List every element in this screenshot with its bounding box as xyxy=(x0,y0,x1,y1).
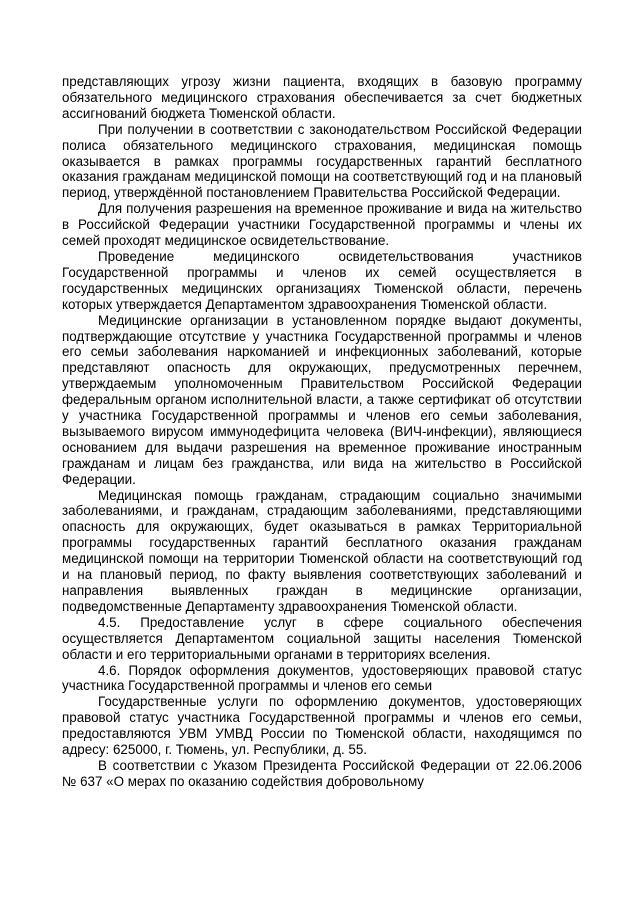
paragraph-1: представляющих угрозу жизни пациента, входящих в базовую программу обязательного медицинского страхования обеспечивается за счет бюджетных ассигнований бюджета Тюменской области. xyxy=(62,74,582,121)
paragraph-section-4-5: 4.5. Предоставление услуг в сфере социального обеспечения осуществляется Департаментом социальной защиты населения Тюменской области и его территориальными органами в территориях вселения. xyxy=(62,614,582,662)
paragraph-3: Для получения разрешения на временное проживание и вида на жительство в Российской Федерации участники Государственной программы и члены их семей проходят медицинское освидетельствование. xyxy=(62,201,582,249)
paragraph-4: Проведение медицинского освидетельствования участников Государственной программы и членов их семей осуществляется в государственных медицинских организациях Тюменской области, перечень которых утверждается Департаментом здравоохранения Тюменской области. xyxy=(62,248,582,312)
paragraph-2: При получении в соответствии с законодательством Российской Федерации полиса обязательного медицинского страхования, медицинская помощь оказывается в рамках программы государственных гарантий бесплатного оказания гражданам медицинской помощи на соответствующий год и на плановый период, утверждённой постановлением Правительства Российской Федерации. xyxy=(62,121,582,201)
paragraph-10: В соответствии с Указом Президента Российской Федерации от 22.06.2006 № 637 «О мерах по оказанию содействия добровольному xyxy=(62,757,582,789)
paragraph-9: Государственные услуги по оформлению документов, удостоверяющих правовой статус участника Государственной программы и членов его семьи, предоставляются УВМ УМВД России по Тюменской области, находящимся по адресу: 625000, г. Тюмень, ул. Республики, д. 55. xyxy=(62,694,582,758)
paragraph-6: Медицинская помощь гражданам, страдающим социально значимыми заболеваниями, и гражданам, страдающим заболеваниями, представляющими опасность для окружающих, будет оказываться в рамках Территориальной программы государственных гарантий бесплатного оказания гражданам медицинской помощи на территории Тюменской области на соответствующий год и на плановый период, по факту выявления соответствующих заболеваний и направления выявленных граждан в медицинские организации, подведомственные Департаменту здравоохранения Тюменской области. xyxy=(62,487,582,614)
paragraph-5: Медицинские организации в установленном порядке выдают документы, подтверждающие отсутствие у участника Государственной программы и членов его семьи заболевания наркоманией и инфекционных заболеваний, которые представляют опасность для окружающих, предусмотренных перечнем, утверждаемым уполномоченным Правительством Российской Федерации федеральным органом исполнительной власти, а также сертификат об отсутствии у участника Государственной программы и членов его семьи заболевания, вызываемого вирусом иммунодефицита человека (ВИЧ-инфекции), являющиеся основанием для выдачи разрешения на временное проживание иностранным гражданам и лицам без гражданства, или вида на жительство в Российской Федерации. xyxy=(62,312,582,487)
paragraph-section-4-6: 4.6. Порядок оформления документов, удостоверяющих правовой статус участника Государственной программы и членов его семьи xyxy=(62,662,582,694)
